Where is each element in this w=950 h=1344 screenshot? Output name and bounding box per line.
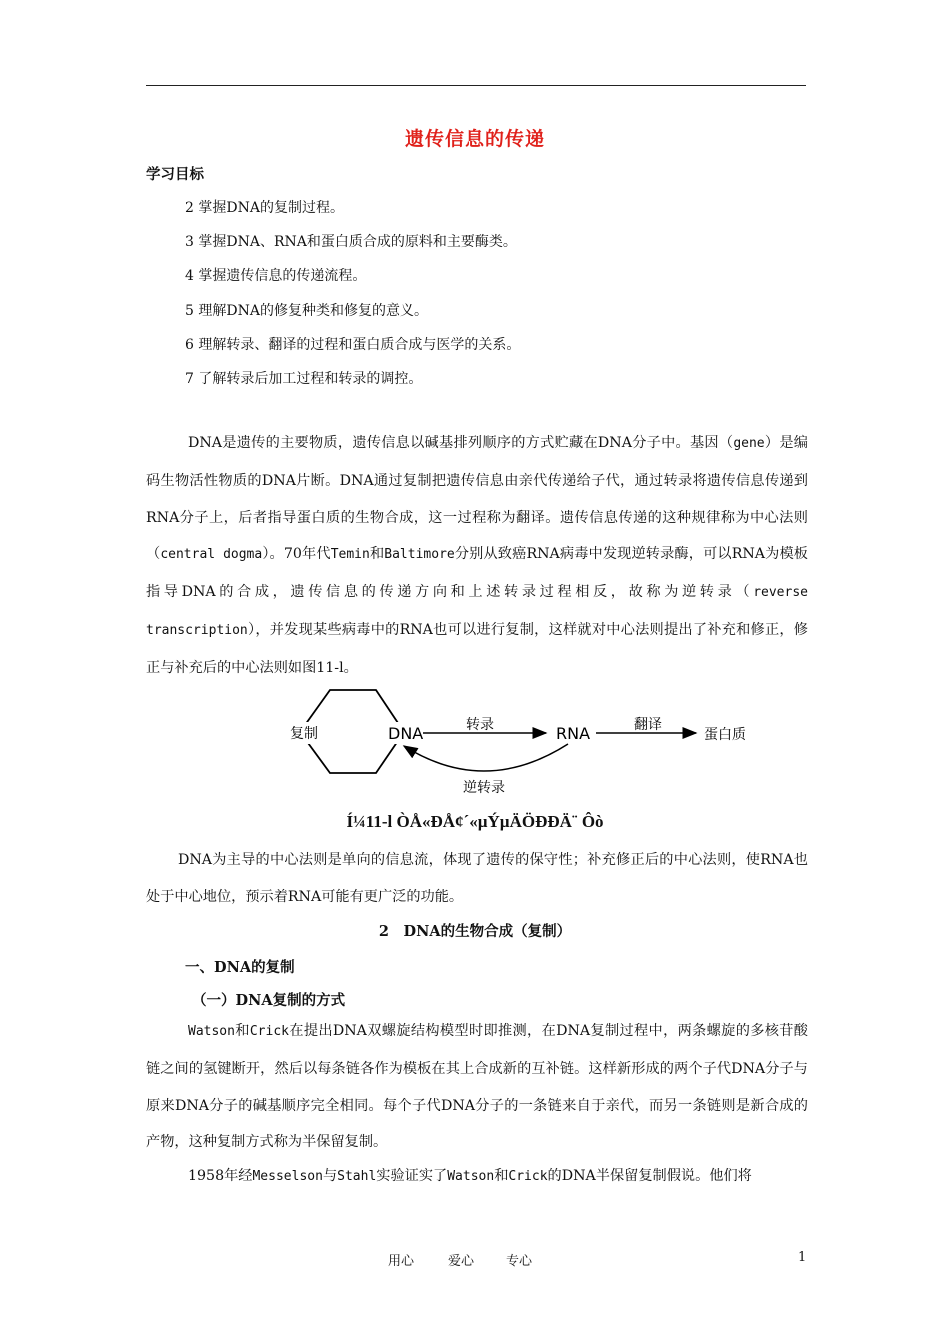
translation-label: 翻译 [634,717,662,733]
dogma-paragraph: DNA为主导的中心法则是单向的信息流，体现了遗传的保守性；补充修正后的中心法则，使RNA也处于中心地位，预示着RNA可能有更广泛的功能。 [146,852,808,905]
goal-item: 6 理解转录、翻译的过程和蛋白质合成与医学的关系。 [185,337,521,353]
goal-item: 2 掌握DNA的复制过程。 [185,200,344,216]
footer-text: 爱心 [448,1254,475,1269]
footer-text: 专心 [506,1254,533,1269]
dna-label: DNA [388,724,424,743]
reverse-transcription-arrow [404,744,568,771]
section-heading: 2 DNA的生物合成（复制） [378,923,572,940]
goal-item: 3 掌握DNA、RNA和蛋白质合成的原料和主要酶类。 [185,234,517,250]
rna-label: RNA [556,724,591,743]
page-title: 遗传信息的传递 [404,128,545,150]
goal-item: 7 了解转录后加工过程和转录的调控。 [185,371,423,387]
goal-item: 5 理解DNA的修复种类和修复的意义。 [185,303,428,319]
page-number: 1 [798,1250,807,1265]
goals-heading: 学习目标 [146,166,204,183]
figure-caption: Í¼11-l ÒÅ«ÐÅ¢´«µÝµÄÖÐÐÄ¨ Ôò [346,812,604,831]
subsubsection-heading: （一）DNA复制的方式 [192,992,346,1009]
central-dogma-diagram [280,682,760,802]
goal-item: 4 掌握遗传信息的传递流程。 [185,268,367,284]
protein-label: 蛋白质 [704,727,746,743]
reverse-transcription-label: 逆转录 [463,780,505,796]
footer-text: 用心 [388,1254,415,1269]
header-rule [146,85,806,86]
experiment-paragraph: 1958年经Messelson与Stahl实验证实了Watson和Crick的DNA半保留复制假说。他们将 [188,1168,752,1184]
replication-label: 复制 [290,726,318,742]
replication-paragraph: Watson和Crick在提出DNA双螺旋结构模型时即推测，在DNA复制过程中，两条螺旋的多核苷酸链之间的氢键断开，然后以每条链各作为模板在其上合成新的互补链。这样新形成的两个子代DNA分子与原来DNA分子的碱基顺序完全相同。每个子代DNA分子的一条链来自于亲代，而另一条链则是新合成的产物，这种复制方式称为半保留复制。 [146,1023,808,1151]
subsection-heading: 一、DNA的复制 [185,959,295,976]
intro-paragraph: DNA是遗传的主要物质，遗传信息以碱基排列顺序的方式贮藏在DNA分子中。基因（gene）是编码生物活性物质的DNA片断。DNA通过复制把遗传信息由亲代传递给子代，通过转录将遗传信息传递到RNA分子上，后者指导蛋白质的生物合成，这一过程称为翻译。遗传信息传递的这种规律称为中心法则（central dogma）。70年代Temin和Baltimore分别从致癌RNA病毒中发现逆转录酶，可以RNA为模板指导DNA的合成，遗传信息的传递方向和上述转录过程相反，故称为逆转录（reverse transcription），并发现某些病毒中的RNA也可以进行复制，这样就对中心法则提出了补充和修正，修正与补充后的中心法则如图11-l。 [146,435,808,676]
transcription-label: 转录 [466,717,494,733]
